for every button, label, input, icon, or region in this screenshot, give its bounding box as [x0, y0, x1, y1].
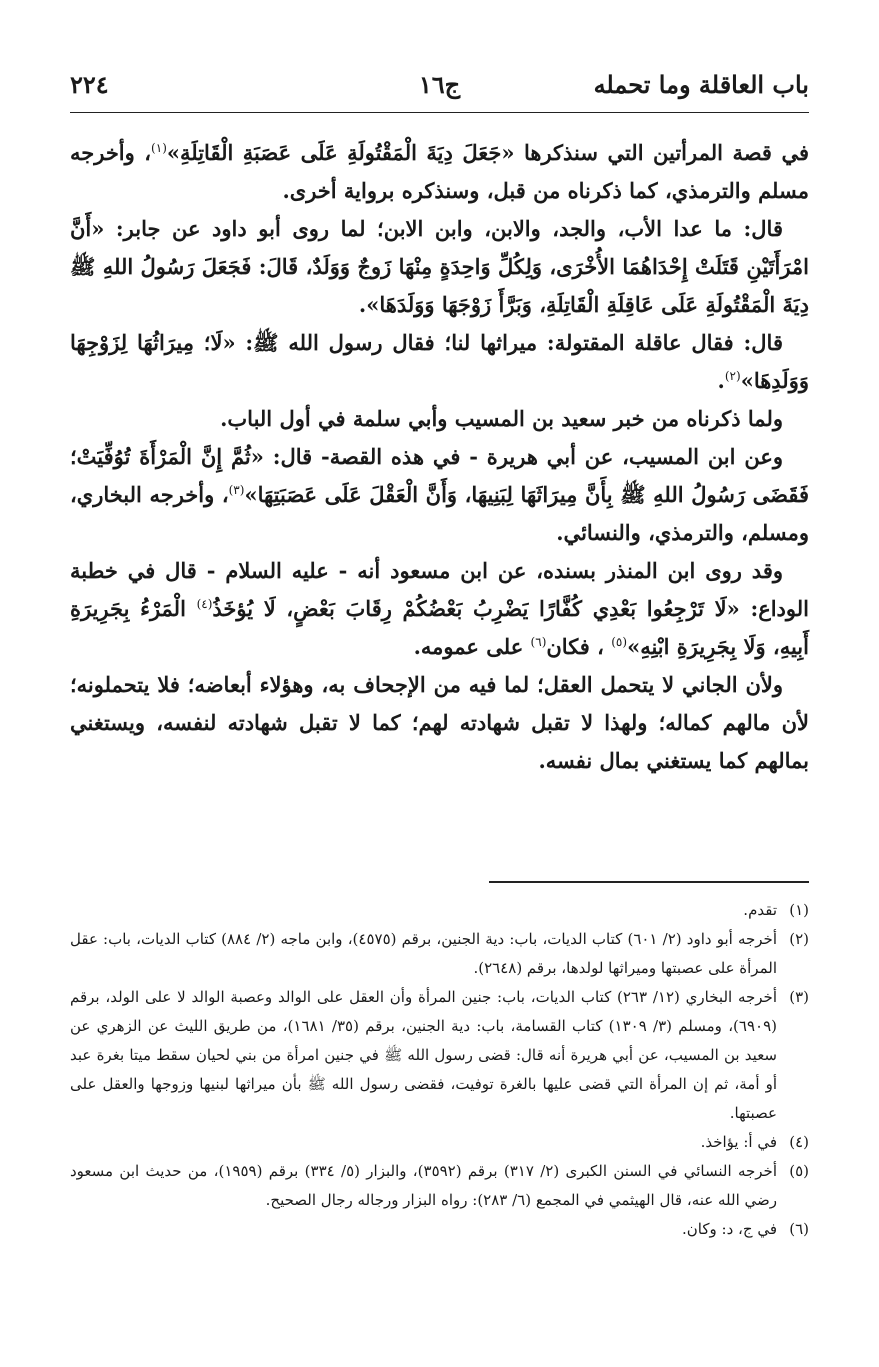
footnote-ref-4[interactable]: (٤): [196, 597, 213, 611]
footnote-number: (٣): [789, 988, 809, 1006]
footnote-text: في ج، د: وكان.: [682, 1220, 777, 1238]
footnote-text: أخرجه النسائي في السنن الكبرى (٢/ ٣١٧) برقم (٣٥٩٢)، والبزار (٥/ ٣٣٤) برقم (١٩٥٩)، من حديث ابن مسعود رضي الله عنه، قال الهيثمي في المجمع (٦/ ٢٨٣): رواه البزار ورجاله رجال الصحيح.: [70, 1162, 777, 1209]
paragraph-1: في قصة المرأتين التي سنذكرها «جَعَلَ دِيَةَ الْمَقْتُولَةِ عَلَى عَصَبَةِ الْقَاتِلَةِ»$^{(١)}$، وأخرجه مسلم والترمذي، كما ذكرناه من قبل، وسنذكره برواية أخرى.: [70, 140, 809, 203]
footnote-ref-3[interactable]: (٣): [228, 483, 245, 497]
footnote-ref-2[interactable]: (٢): [724, 369, 741, 383]
footnote-divider: [489, 881, 809, 883]
footnote-ref-5[interactable]: (٥): [611, 635, 628, 649]
footnote-ref-6[interactable]: (٦): [530, 635, 547, 649]
chapter-title: باب العاقلة وما تحمله: [593, 70, 809, 99]
footnote-number: (٢): [789, 930, 809, 948]
paragraph-2: قال: ما عدا الأب، والجد، والابن، وابن الابن؛ لما روى أبو داود عن جابر: «أَنَّ امْرَأَتَيْنِ قَتَلَتْ إِحْدَاهُمَا الأُخْرَى، وَلِكُلِّ وَاحِدَةٍ مِنْهَا زَوجٌ وَوَلَدٌ، قَالَ: فَجَعَلَ رَسُولُ اللهِ ﷺ دِيَةَ الْمَقْتُولَةِ عَلَى عَاقِلَةِ الْقَاتِلَةِ، وَبَرَّأَ زَوْجَهَا وَوَلَدَهَا».: [70, 216, 810, 317]
page-number: ٢٢٤: [70, 70, 109, 99]
footnote-2: [70, 925, 809, 983]
running-header: [70, 70, 809, 106]
footnote-3: [70, 983, 809, 1128]
footnote-number: (٦): [789, 1220, 809, 1238]
footnote-number: (١): [789, 901, 809, 919]
footnote-text: أخرجه أبو داود (٢/ ٦٠١) كتاب الديات، باب: دية الجنين، برقم (٤٥٧٥)، وابن ماجه (٢/ ٨٨٤) كتاب الديات، باب: عقل المرأة على عصبتها وميراثها لولدها، برقم (٢٦٤٨).: [70, 930, 777, 977]
main-text: [70, 134, 809, 780]
paragraph-4: ولما ذكرناه من خبر سعيد بن المسيب وأبي سلمة في أول الباب.: [220, 406, 783, 431]
footnote-6: [70, 1215, 809, 1244]
footnote-text: تقدم.: [743, 901, 777, 919]
footnote-text: أخرجه البخاري (١٢/ ٢٦٣) كتاب الديات، باب: جنين المرأة وأن العقل على الوالد وعصبة الوالد لا على الولد، برقم (٦٩٠٩)، ومسلم (٣/ ١٣٠٩) كتاب القسامة، باب: دية الجنين، برقم (٣٥/ ١٦٨١)، من طريق الليث عن الزهري عن سعيد بن المسيب، عن أبي هريرة أنه قال: قضى رسول الله ﷺ في جنين امرأة من بني لحيان سقط ميتا بغرة عبد أو أمة، ثم إن المرأة التي قضى عليها بالغرة توفيت، فقضى رسول الله ﷺ بأن ميراثها لبنيها وزوجها والعقل على عصبتها.: [70, 988, 778, 1122]
header-divider: [70, 112, 809, 113]
footnote-1: [70, 896, 809, 925]
paragraph-5: وعن ابن المسيب، عن أبي هريرة - في هذه القصة- قال: «ثُمَّ إِنَّ الْمَرْأَةَ تُوُفِّيَتْ؛ فَقَضَى رَسُولُ اللهِ ﷺ بِأَنَّ مِيرَاثَهَا لِبَنِيهَا، وَأَنَّ الْعَقْلَ عَلَى عَصَبَتِهَا»$^{(٣)}$، وأخرجه البخاري، ومسلم، والترمذي، والنسائي.: [70, 444, 809, 545]
paragraph-3: قال: فقال عاقلة المقتولة: ميراثها لنا؛ فقال رسول الله ﷺ: «لَا؛ مِيرَاثُهَا لِزَوْجِهَا وَوَلَدِهَا»$^{(٢)}$.: [70, 330, 809, 393]
paragraph-6: وقد روى ابن المنذر بسنده، عن ابن مسعود أنه - عليه السلام - قال في خطبة الوداع: «لَا تَرْجِعُوا بَعْدِي كُفَّارًا يَضْرِبُ بَعْضُكُمْ رِقَابَ بَعْضٍ، لَا يُؤخَذُ$^{(٤)}$ الْمَرْءُ بِجَرِيرَةِ أَبِيهِ، وَلَا بِجَرِيرَةِ ابْنِهِ»$^{(٥)}$ ، فكان$^{(٦)}$ على عمومه.: [70, 558, 809, 659]
footnote-5: [70, 1157, 809, 1215]
footnote-ref-1[interactable]: (١): [151, 141, 167, 155]
footnote-number: (٤): [789, 1133, 809, 1151]
footnote-number: (٥): [789, 1162, 809, 1180]
footnotes: [70, 896, 809, 1244]
paragraph-7: ولأن الجاني لا يتحمل العقل؛ لما فيه من الإجحاف به، وهؤلاء أبعاضه؛ فلا يتحملونه؛ لأن مالهم كماله؛ ولهذا لا تقبل شهادته لهم؛ كما لا تقبل شهادته لنفسه، ويستغني بمالهم كما يستغني بمال نفسه.: [70, 672, 809, 773]
footnote-4: [70, 1128, 809, 1157]
volume-number: ج١٦: [418, 70, 461, 99]
footnote-text: في أ: يؤاخذ.: [700, 1133, 777, 1151]
